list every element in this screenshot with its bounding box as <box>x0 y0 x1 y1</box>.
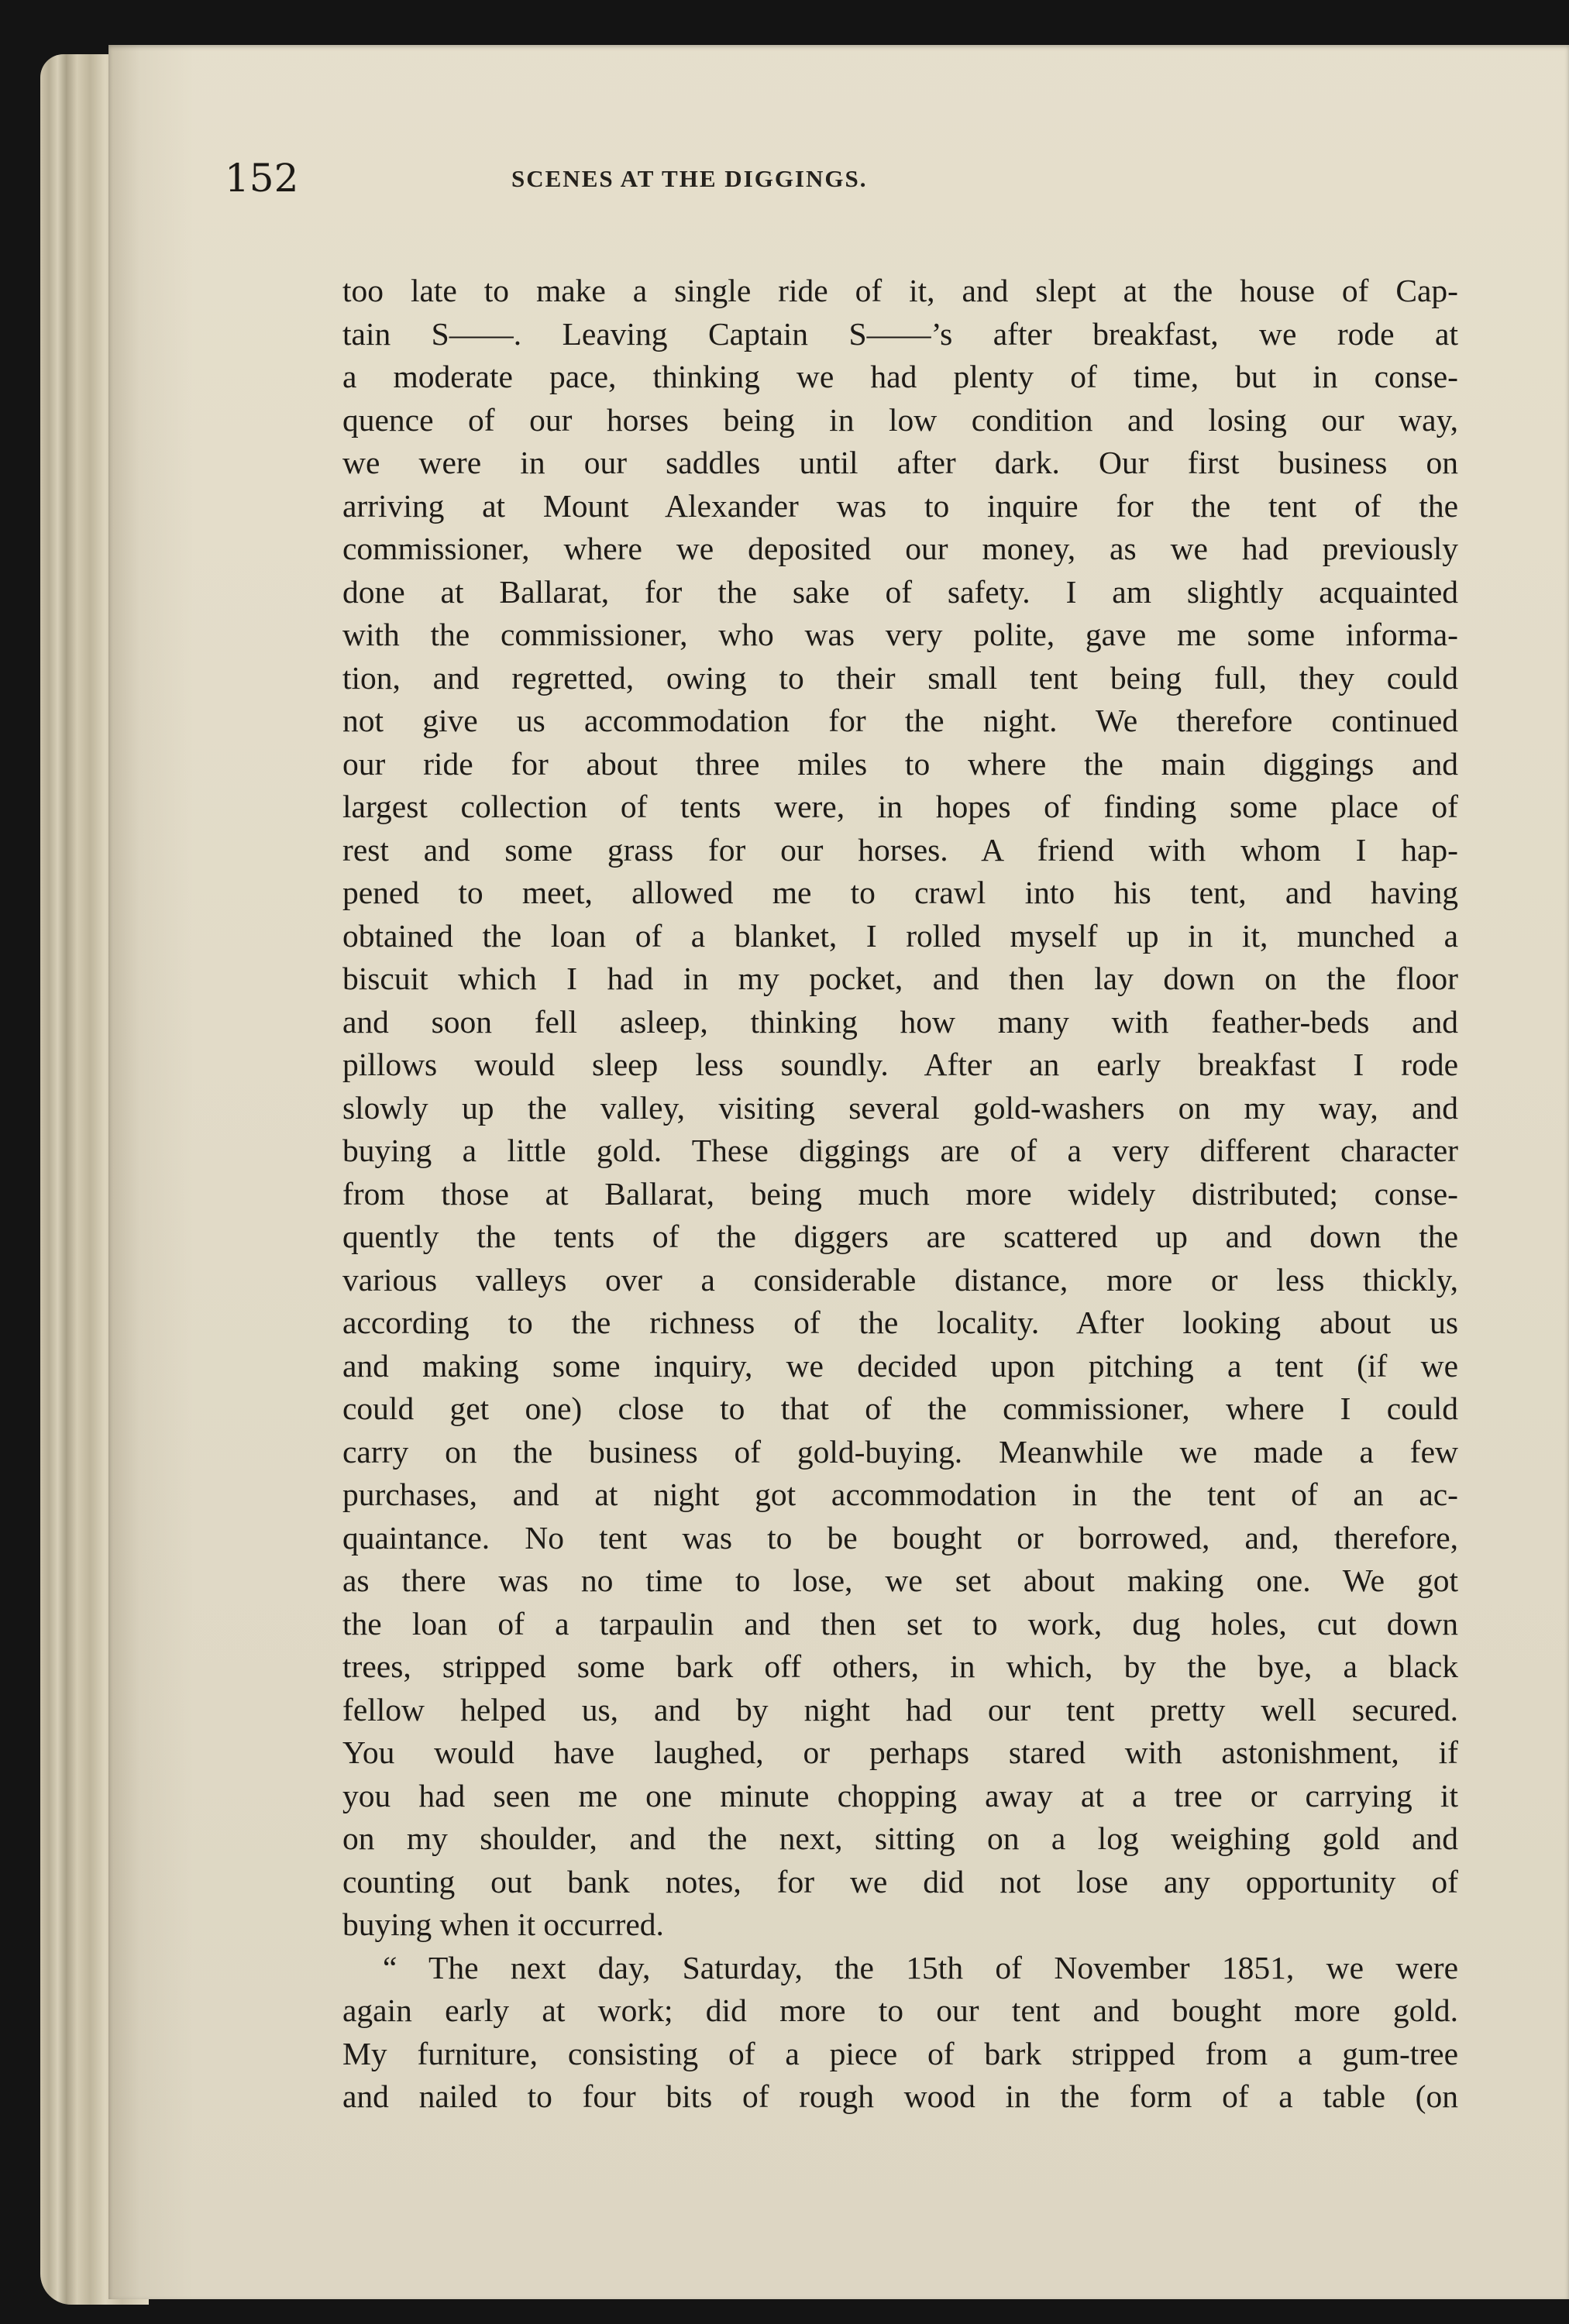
text-line: You would have laughed, or perhaps stared with astonishment, if <box>342 1734 1458 1770</box>
text-line: obtained the loan of a blanket, I rolled myself up in it, munched a <box>342 917 1458 954</box>
text-line: could get one) close to that of the commissioner, where I could <box>342 1391 1458 1426</box>
text-line: commissioner, where we deposited our money, as we had previously <box>342 531 1458 566</box>
text-line: quaintance. No tent was to be bought or borrowed, and, therefore, <box>342 1519 1458 1556</box>
text-line: according to the richness of the locality. After looking about us <box>342 1305 1458 1340</box>
text-line: quently the tents of the diggers are scattered up and down the <box>342 1219 1458 1254</box>
text-line: pened to meet, allowed me to crawl into his tent, and having <box>342 875 1458 910</box>
text-line: arriving at Mount Alexander was to inquire for the tent of the <box>342 487 1458 524</box>
body-text <box>342 270 1458 2119</box>
text-line: quence of our horses being in low condition and losing our way, <box>342 401 1458 438</box>
text-line: not give us accommodation for the night. We therefore continued <box>342 703 1458 738</box>
text-line: carry on the business of gold-buying. Meanwhile we made a few <box>342 1433 1458 1470</box>
text-line: on my shoulder, and the next, sitting on a log weighing gold and <box>342 1820 1458 1856</box>
page-header <box>225 147 1457 209</box>
text-line: buying when it occurred. <box>342 1906 664 1942</box>
page-number: 152 <box>225 156 299 201</box>
text-line: pillows would sleep less soundly. After an early breakfast I rode <box>342 1047 1458 1082</box>
text-line: we were in our saddles until after dark. Our first business on <box>342 445 1458 480</box>
text-line: trees, stripped some bark off others, in which, by the bye, a black <box>342 1648 1458 1684</box>
text-line: tain S——. Leaving Captain S——’s after breakfast, we rode at <box>342 315 1458 352</box>
text-line: and making some inquiry, we decided upon pitching a tent (if we <box>342 1347 1458 1384</box>
text-line: too late to make a single ride of it, and slept at the house of Cap- <box>342 273 1458 308</box>
text-line: largest collection of tents were, in hopes of finding some place of <box>342 789 1458 824</box>
running-head: SCENES AT THE DIGGINGS. <box>511 165 868 192</box>
text-line: again early at work; did more to our tent and bought more gold. <box>342 1992 1458 2028</box>
text-line: and nailed to four bits of rough wood in the form of a table (on <box>342 2078 1458 2114</box>
text-line: and soon fell asleep, thinking how many with feather-beds and <box>342 1003 1458 1040</box>
text-line: rest and some grass for our horses. A friend with whom I hap- <box>342 831 1458 868</box>
text-line: counting out bank notes, for we did not lose any opportunity of <box>342 1863 1458 1899</box>
text-line: buying a little gold. These diggings are of a very different character <box>342 1133 1458 1168</box>
text-line: fellow helped us, and by night had our tent pretty well secured. <box>342 1691 1458 1728</box>
text-line: various valleys over a considerable distance, more or less thickly, <box>342 1261 1458 1298</box>
text-line: from those at Ballarat, being much more widely distributed; conse- <box>342 1175 1458 1212</box>
text-line: slowly up the valley, visiting several gold-washers on my way, and <box>342 1089 1458 1126</box>
text-line: as there was no time to lose, we set about making one. We got <box>342 1563 1458 1598</box>
text-line: done at Ballarat, for the sake of safety. I am slightly acquainted <box>342 573 1458 610</box>
text-line: biscuit which I had in my pocket, and then lay down on the floor <box>342 961 1458 996</box>
text-line: “ The next day, Saturday, the 15th of November 1851, we were <box>383 1949 1458 1985</box>
text-line: a moderate pace, thinking we had plenty of time, but in conse- <box>342 359 1458 394</box>
text-line: My furniture, consisting of a piece of bark stripped from a gum-tree <box>342 2035 1458 2071</box>
text-line: tion, and regretted, owing to their small tent being full, they could <box>342 659 1458 696</box>
text-line: the loan of a tarpaulin and then set to work, dug holes, cut down <box>342 1605 1458 1642</box>
text-line: purchases, and at night got accommodation in the tent of an ac- <box>342 1477 1458 1512</box>
text-line: our ride for about three miles to where the main diggings and <box>342 745 1458 782</box>
text-line: with the commissioner, who was very polite, gave me some informa- <box>342 617 1458 652</box>
text-line: you had seen me one minute chopping away at a tree or carrying it <box>342 1777 1458 1813</box>
